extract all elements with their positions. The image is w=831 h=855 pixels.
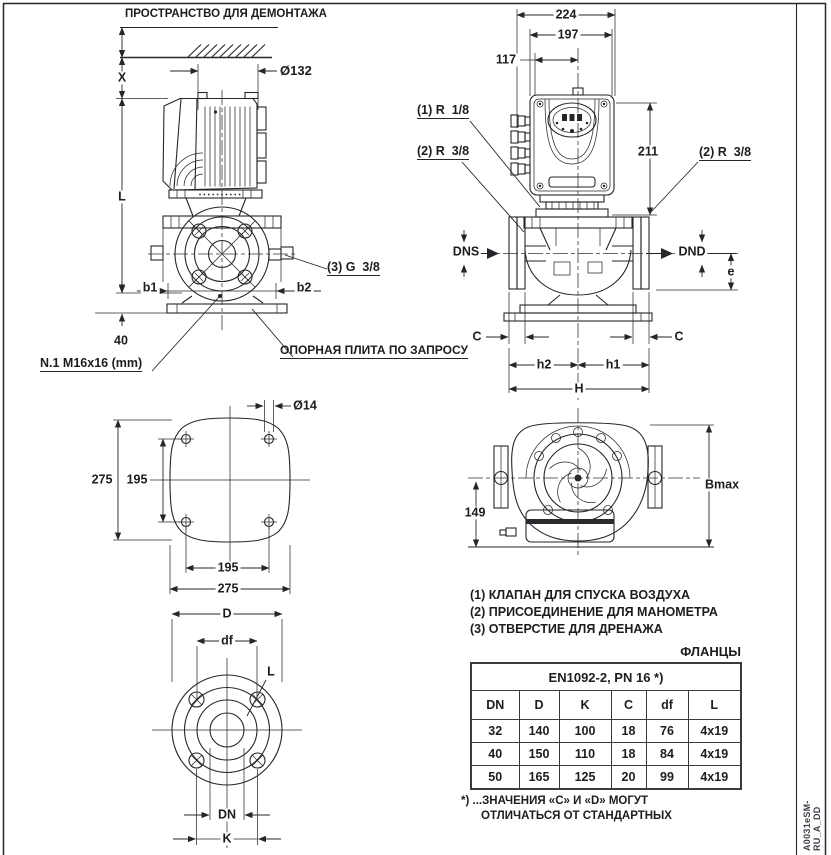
dim-label-d14: Ø14 [293,398,317,413]
table-footnote-line1: *) ...ЗНАЧЕНИЯ «С» И «D» МОГУТ [461,795,649,807]
dim-label-h195: 195 [217,560,239,575]
cell: 4x19 [688,720,741,743]
dim-label-149: 149 [464,505,486,520]
neck-fins [552,202,594,209]
dim-label-dnd: DND [678,244,706,259]
legend-item-3: (3) ОТВЕРСТИЕ ДЛЯ ДРЕНАЖА [470,622,663,636]
base-plate-view-drawing [113,400,310,594]
cell: 150 [519,743,559,766]
front-view-drawing [462,9,738,400]
dim-label-e: e [727,264,735,279]
dim-label-k: K [222,831,232,846]
dim-label-dn: DN [217,807,237,822]
dim-label-b2: b2 [296,280,312,295]
side-view-title: ПРОСТРАНСТВО ДЛЯ ДЕМОНТАЖА [125,8,327,20]
table-footnote-line2: ОТЛИЧАТЬСЯ ОТ СТАНДАРТНЫХ [481,810,672,822]
dim-label-d132: Ø132 [280,63,312,78]
dim-label-c-right: C [674,329,684,344]
side-view-drawing [95,28,327,372]
cell: 32 [471,720,519,743]
dim-label-197: 197 [557,27,579,42]
cell: 50 [471,766,519,790]
dim-label-bmax: Bmax [704,477,740,492]
ceiling-hatch [188,45,265,58]
cell: 84 [646,743,688,766]
legend-item-2: (2) ПРИСОЕДИНЕНИЕ ДЛЯ МАНОМЕТРА [470,605,718,619]
table-header-row [471,691,741,720]
cell: 140 [519,720,559,743]
dim-label-l: L [118,189,126,204]
dim-label-h: H [574,381,584,396]
dim-label-224: 224 [555,7,577,22]
display-panel [548,103,596,137]
cell: 165 [519,766,559,790]
col-header-k: K [559,691,611,720]
col-header-c: C [611,691,646,720]
cell: 18 [611,720,646,743]
cell: 4x19 [688,766,741,790]
cell: 76 [646,720,688,743]
legend-item-1: (1) КЛАПАН ДЛЯ СПУСКА ВОЗДУХА [470,588,691,602]
vent-valve-label: (1) R 1/8 [417,104,469,119]
document-code: A0031eSM-RU_A_DD [802,800,822,851]
flange-table [470,662,742,790]
dim-label-h1: h1 [605,357,621,372]
cell: 18 [611,743,646,766]
dim-label-x: X [117,70,127,85]
cell: 99 [646,766,688,790]
gauge-port-label-right: (2) R 3/8 [699,146,751,161]
plate-holes [178,431,277,530]
table-row [471,766,741,790]
cell: 100 [559,720,611,743]
cable-glands [511,115,530,175]
cell: 40 [471,743,519,766]
dim-label-40: 40 [114,333,128,348]
top-view-drawing [468,408,714,558]
cell: 110 [559,743,611,766]
dim-label-h275: 275 [217,581,239,596]
dim-label-117: 117 [495,52,517,67]
dim-label-v195: 195 [126,472,148,487]
table-row [471,720,741,743]
col-header-d: D [519,691,559,720]
col-header-dn: DN [471,691,519,720]
cell: 125 [559,766,611,790]
table-row [471,743,741,766]
dim-label-dns: DNS [452,244,480,259]
drain-port-label: (3) G 3/8 [327,261,380,276]
motor-base-dots [199,194,240,196]
support-plate-note: ОПОРНАЯ ПЛИТА ПО ЗАПРОСУ [280,343,468,357]
gauge-port-label-left: (2) R 3/8 [417,145,469,160]
dim-label-v275: 275 [91,472,113,487]
table-standard: EN1092-2, PN 16 *) [471,663,741,691]
motor-fins [205,107,250,187]
col-header-df: df [646,691,688,720]
flange-table-caption: ФЛАНЦЫ [680,644,741,659]
cell: 4x19 [688,743,741,766]
dim-label-c-left: C [472,329,482,344]
dim-label-h2: h2 [536,357,552,372]
dim-label-211: 211 [637,144,659,159]
col-header-l: L [688,691,741,720]
dim-label-d: D [222,606,232,621]
cell: 20 [611,766,646,790]
dim-label-b1: b1 [142,280,158,295]
anchor-bolt-note: N.1 M16x16 (mm) [40,357,142,372]
dim-label-df: df [221,633,233,648]
dim-label-bolt-l: L [267,664,275,679]
